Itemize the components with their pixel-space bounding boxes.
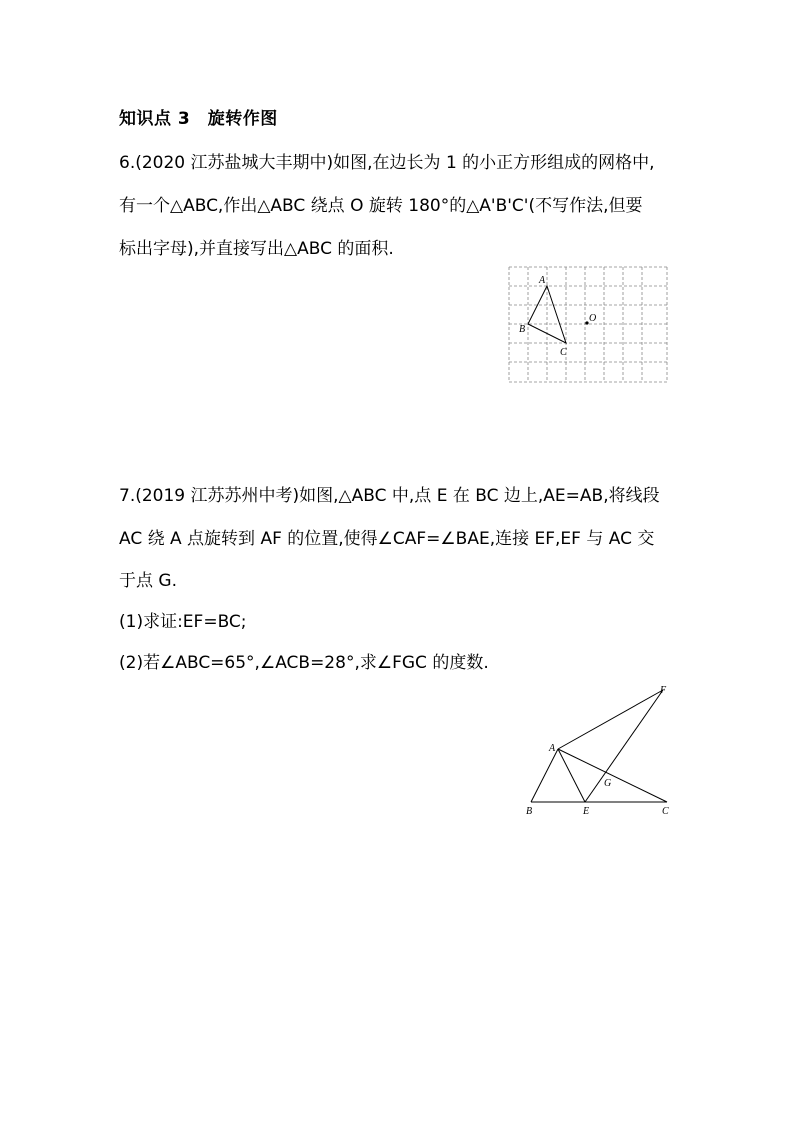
problem7-part-2: (2)若∠ABC=65°,∠ACB=28°,求∠FGC 的度数. (119, 653, 489, 673)
problem7-line-3: 于点 G. (119, 571, 177, 591)
section-title: 知识点 3 旋转作图 (119, 109, 278, 129)
segment-ae (558, 749, 585, 802)
label-a: A (549, 743, 556, 754)
label-a: A (539, 275, 546, 286)
problem7-line-1: 7.(2019 江苏苏州中考)如图,△ABC 中,点 E 在 BC 边上,AE=AB,将线段 (119, 486, 660, 506)
problem6-line-3: 标出字母),并直接写出△ABC 的面积. (119, 239, 394, 259)
problem6-line-2: 有一个△ABC,作出△ABC 绕点 O 旋转 180°的△A'B'C'(不写作法,但要 (119, 196, 643, 216)
problem7-triangle-figure (520, 683, 680, 827)
label-b: B (519, 324, 526, 335)
problem7-part-1: (1)求证:EF=BC; (119, 612, 247, 632)
label-c: C (560, 347, 567, 358)
problem6-line-1: 6.(2020 江苏盐城大丰期中)如图,在边长为 1 的小正方形组成的网格中, (119, 153, 655, 173)
label-o: O (589, 313, 597, 324)
segment-af (558, 690, 663, 749)
problem7-line-2: AC 绕 A 点旋转到 AF 的位置,使得∠CAF=∠BAE,连接 EF,EF 与 AC 交 (119, 529, 655, 549)
segment-ac (558, 749, 667, 802)
label-b: B (526, 806, 533, 817)
segment-ab (531, 749, 558, 802)
label-e: E (583, 806, 590, 817)
label-c: C (662, 806, 669, 817)
grid-lines (509, 267, 667, 382)
label-g: G (604, 778, 612, 789)
segment-ef (585, 690, 663, 802)
label-f: F (660, 685, 667, 696)
problem6-grid-figure (507, 264, 671, 390)
